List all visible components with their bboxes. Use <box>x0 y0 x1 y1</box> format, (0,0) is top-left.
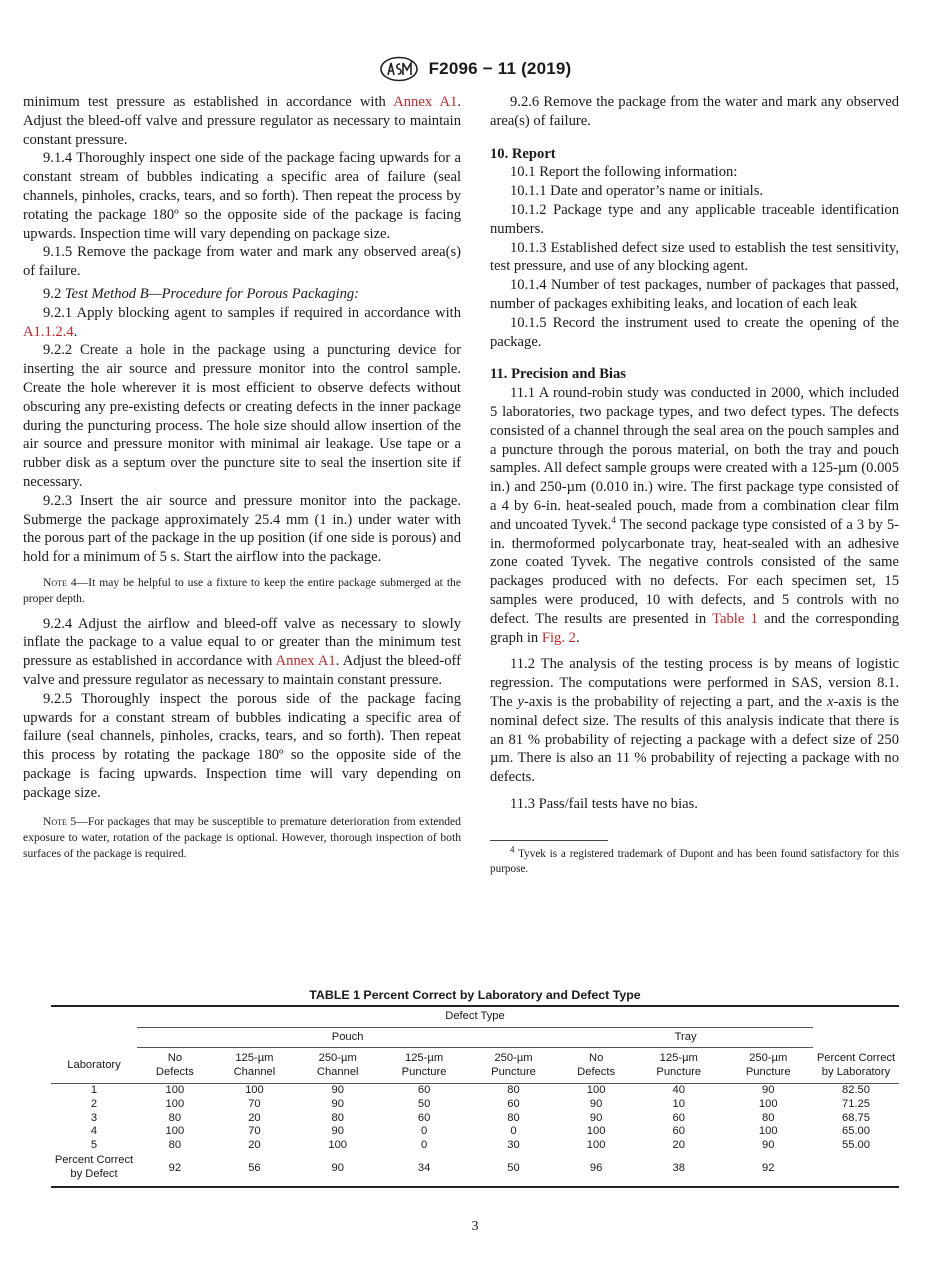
table-1 <box>51 988 899 1188</box>
table-cell: 3 <box>90 1111 98 1124</box>
table-cell: 68.75 <box>842 1111 870 1124</box>
paragraph-9-1-4: 9.1.4 Thoroughly inspect one side of the package facing upwards for a constant stream of bubbles indicating a specific area of failure (seal channels, pinholes, cracks, tears, and so forth). Then repeat the process by rotating the package 180º so the opposite side of the package is facing upwards. Inspection time will vary depending on package size. <box>23 150 461 242</box>
table-cell: 80 <box>331 1111 344 1124</box>
table-body <box>51 1084 899 1152</box>
table-cell: 20 <box>248 1138 261 1151</box>
table-cell: 0 <box>510 1125 517 1138</box>
table-row <box>51 1139 899 1153</box>
paragraph-11-2: 11.2 The analysis of the testing process is by means of logistic regression. The computations were performed in SAS, version 8.1. The y-axis is the probability of rejecting a part, and the x-axis is the nominal defect size. The results of this analysis indicate that there is an 81 % probability of rejecting a package with a defect size of 250 µm. There is also an 11 % probability of rejecting a package with no defects. <box>490 656 899 786</box>
table-total-row <box>51 1152 899 1186</box>
paragraph-10-1-4: 10.1.4 Number of test packages, number of packages that passed, number of packages exhibiting leaks, and location of each leak <box>490 277 899 312</box>
table-cell: 0 <box>420 1125 428 1138</box>
table-row <box>51 1098 899 1112</box>
paragraph-10-1-3: 10.1.3 Established defect size used to establish the test sensitivity, test pressure, and use of any blocking agent. <box>490 239 899 275</box>
paragraph-10-1-1: 10.1.1 Date and operator’s name or initials. <box>510 183 764 200</box>
table-row <box>51 1112 899 1126</box>
table-cell: 50 <box>417 1097 431 1110</box>
paragraph-9-2-3: 9.2.3 Insert the air source and pressure monitor into the package. Submerge the package approximately 25.4 mm (1 in.) under water with the porous part of the package in the up position (if one side is porous) and hold for a minimum of 5 s. Start the airflow into the package. <box>23 492 461 566</box>
column-header: 250-µm Channel <box>316 1052 359 1078</box>
table-cell: 80 <box>507 1111 520 1124</box>
table-cell: 60 <box>417 1111 431 1124</box>
table-cell: 60 <box>507 1097 520 1110</box>
table-cell: 20 <box>248 1111 261 1124</box>
table-cell: 2 <box>90 1097 98 1110</box>
table-cell: 30 <box>507 1138 520 1151</box>
footnote-4: $^4$ Tyvek is a registered trademark of Dupont and has been found satisfactory for this purpose. <box>490 843 899 875</box>
paragraph-9-2-6: 9.2.6 Remove the package from the water and mark any observed area(s) of failure. <box>490 94 899 129</box>
table-cell: 55.00 <box>842 1138 870 1151</box>
table-cell: 90 <box>331 1097 344 1110</box>
table-cell: 56 <box>248 1162 261 1175</box>
table-cell: 100 <box>165 1125 185 1138</box>
table-cell: 100 <box>586 1138 606 1151</box>
column-header: No Defects <box>577 1052 616 1078</box>
paragraph-10-1-2: 10.1.2 Package type and any applicable traceable identification numbers. <box>490 201 899 237</box>
paragraph-9-2-1: 9.2.1 Apply blocking agent to samples if required in accordance with A1.1.2.4. <box>23 304 461 340</box>
table-caption: TABLE 1 Percent Correct by Laboratory and Defect Type <box>309 988 641 1002</box>
table-cell: 40 <box>672 1084 685 1097</box>
pouch-header: Pouch <box>137 1027 558 1048</box>
table-cell: 60 <box>417 1084 431 1097</box>
table-cell: 100 <box>586 1125 606 1138</box>
table-cell: 100 <box>245 1084 264 1097</box>
table-cell: 100 <box>758 1097 778 1110</box>
table-cell: 90 <box>762 1138 775 1151</box>
table-cell: 92 <box>762 1162 775 1175</box>
table-cell: 96 <box>589 1162 603 1175</box>
table-cell: 50 <box>507 1162 520 1175</box>
table-cell: 90 <box>762 1084 775 1097</box>
column-header: 125-µm Puncture <box>401 1052 447 1078</box>
table-cell: 80 <box>507 1084 520 1097</box>
table-header-row <box>51 1048 899 1084</box>
results-table <box>51 1005 899 1188</box>
table-cell: 90 <box>331 1162 344 1175</box>
right-column <box>490 93 899 877</box>
paragraph-9-2-2: 9.2.2 Create a hole in the package using a puncturing device for inserting the air source and pressure monitor into the control sample. Create the hole wherever it is most efficient to observe defects without obscuring any pre-existing defects or creating defects in the inner package during the puncturing process. The hole size should allow insertion of the air source and pressure monitor with minimal air leakage. Use tape or a rubber disk as a septum over the puncture site to seal the insertion site if necessary. <box>23 342 461 490</box>
table-row <box>51 1084 899 1098</box>
table-header-row <box>51 1027 899 1048</box>
table-cell: 20 <box>672 1138 685 1151</box>
table-cell: 71.25 <box>842 1097 870 1110</box>
table-cell: 80 <box>168 1138 182 1151</box>
table-cell: 80 <box>762 1111 775 1124</box>
table-cell: 60 <box>672 1125 685 1138</box>
percent-by-lab-header: Percent Correct by Laboratory <box>816 1051 896 1078</box>
left-column <box>23 93 461 870</box>
standard-designation: F2096 − 11 (2019) <box>428 59 572 78</box>
paragraph-9-2-4: 9.2.4 Adjust the airflow and bleed-off valve as necessary to slowly inflate the package to a value equal to or greater than the minimum test pressure as established in accordance with Annex A1. Adjust the bleed-off valve and pressure regulator as necessary to maintain constant pressure. <box>23 615 461 688</box>
table-cell: 4 <box>90 1125 98 1138</box>
paragraph-9-2: 9.2 Test Method B—Procedure for Porous Packaging: <box>43 285 360 302</box>
table-cell: 100 <box>758 1125 778 1138</box>
table-cell: 90 <box>331 1125 344 1138</box>
paragraph-11-3: 11.3 Pass/fail tests have no bias. <box>510 795 698 812</box>
column-header: 125-µm Puncture <box>656 1052 702 1078</box>
table-cell: 100 <box>165 1097 185 1110</box>
total-row-label: Percent Correct by Defect <box>54 1154 134 1180</box>
table-1-link[interactable]: Table 1 <box>712 610 758 627</box>
paragraph-9-1-5: 9.1.5 Remove the package from water and mark any observed area(s) of failure. <box>23 244 461 280</box>
table-cell <box>813 1152 899 1186</box>
column-header: 125-µm Channel <box>233 1052 276 1078</box>
table-cell: 92 <box>168 1162 182 1175</box>
section-10-heading: 10. Report <box>490 145 556 162</box>
column-header: No Defects <box>155 1052 194 1078</box>
defect-type-header: Defect Type <box>137 1006 813 1027</box>
table-cell: 60 <box>672 1111 685 1124</box>
paragraph-10-1-5: 10.1.5 Record the instrument used to create the opening of the package. <box>490 314 899 350</box>
table-cell: 80 <box>168 1111 182 1124</box>
astm-logo-icon <box>379 56 419 82</box>
column-header: 250-µm Puncture <box>745 1052 791 1078</box>
tray-header: Tray <box>558 1027 813 1048</box>
table-cell: 100 <box>328 1138 348 1151</box>
table-cell: 38 <box>672 1162 685 1175</box>
table-cell: 82.50 <box>842 1084 870 1097</box>
fig-2-link[interactable]: Fig. 2 <box>541 629 576 646</box>
paragraph-11-1: 11.1 A round-robin study was conducted in 2000, which included 5 laboratories, two package types, and two defect types. The defects consisted of a channel through the seal area on the pouch samples and a puncture through the porous material, on both the tray and pouch samples. All defect sample groups were created with a 125-µm (0.005 in.) and 250-µm (0.010 in.) wire. The first package type consisted of a 4 by 6-in. heat-sealed pouch, made from a combination clear film and uncoated Tyvek.$^4$ The second package type consisted of a 3 by 5-in. thermoformed polycarbonate tray, heat-sealed with an adhesive zone coated Tyvek. The negative controls consisted of the same packages produced with no defects. For each specimen set, 15 samples were produced, 10 with defects, and 5 controls with no defect. The results are presented in Table 1 and the corresponding graph in Fig. 2. <box>490 385 899 646</box>
column-header: 250-µm Puncture <box>491 1052 536 1078</box>
table-cell: 5 <box>90 1138 98 1151</box>
table-cell: 34 <box>417 1162 431 1175</box>
table-cell: 0 <box>420 1138 428 1151</box>
page-header <box>0 56 950 82</box>
page-number: 3 <box>471 1219 479 1234</box>
note-4: Note 4—It may be helpful to use a fixture to keep the entire package submerged at the proper depth. <box>23 575 461 605</box>
a1-1-2-4-link[interactable]: A1.1.2.4 <box>23 323 74 340</box>
table-cell: 65.00 <box>842 1125 870 1138</box>
note-5: Note 5—For packages that may be susceptible to premature deterioration from extended exposure to water, rotation of the package is optional. However, thorough inspection of both surfaces of the package is required. <box>23 815 461 861</box>
table-cell: 70 <box>248 1125 261 1138</box>
table-cell: 100 <box>586 1084 606 1097</box>
paragraph-9-2-5: 9.2.5 Thoroughly inspect the porous side of the package facing upwards for a constant stream of bubbles indicating a specific area of failure (seal channels, pinholes, cracks, tears, and so forth). Then repeat this process by rotating the package 180º so the opposite side of the package is facing upwards. Inspection time will vary depending on package size. <box>23 690 461 801</box>
footnote-divider <box>490 840 608 841</box>
annex-a1-link[interactable]: Annex A1 <box>393 94 458 110</box>
table-row <box>51 1125 899 1139</box>
table-cell: 90 <box>589 1097 603 1110</box>
table-header-row <box>51 1006 899 1027</box>
paragraph-continued: minimum test pressure as established in accordance with Annex A1. Adjust the bleed-off valve and pressure regulator as necessary to maintain constant pressure. <box>23 94 461 148</box>
table-cell: 90 <box>589 1111 603 1124</box>
paragraph-10-1: 10.1 Report the following information: <box>510 164 738 181</box>
annex-a1-link-2[interactable]: Annex A1 <box>275 653 336 670</box>
table-cell: 70 <box>248 1097 261 1110</box>
table-cell: 1 <box>90 1084 98 1097</box>
table-cell: 10 <box>672 1097 685 1110</box>
section-11-heading: 11. Precision and Bias <box>490 366 626 383</box>
table-cell: 90 <box>331 1084 344 1097</box>
laboratory-header: Laboratory <box>67 1058 121 1071</box>
table-cell: 100 <box>165 1084 185 1097</box>
